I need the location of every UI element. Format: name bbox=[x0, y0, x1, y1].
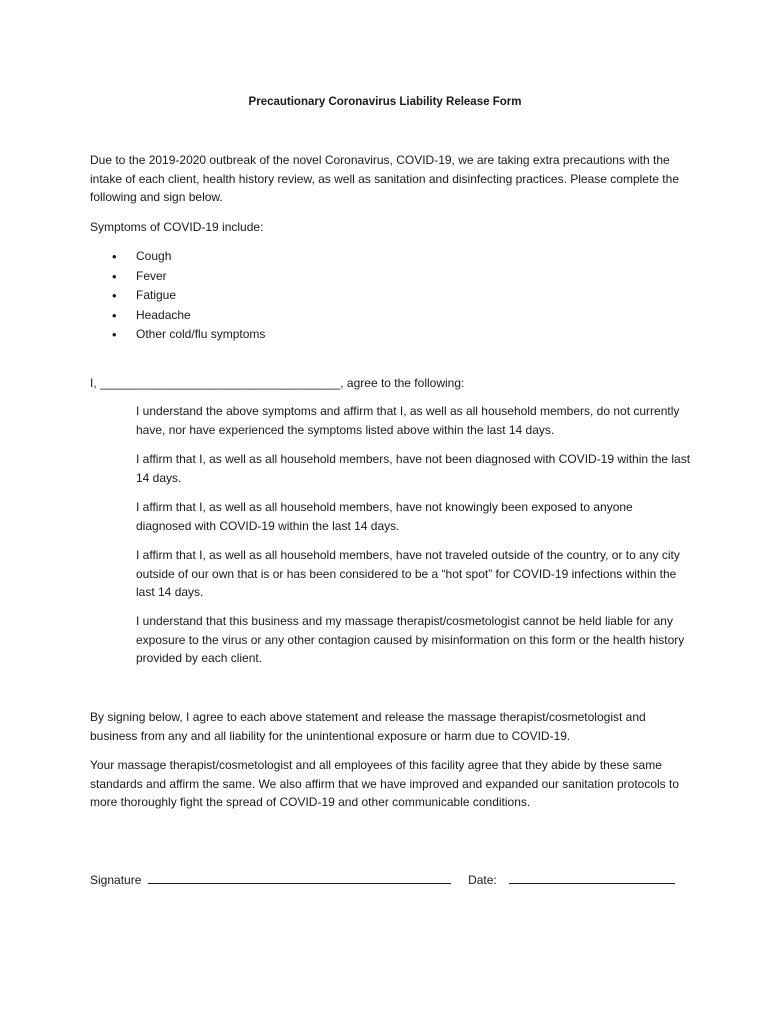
release-paragraph: By signing below, I agree to each above statement and release the massage therapist/cosmetologist and business from any and all liability for the unintentional exposure or harm due to COVID-19. bbox=[90, 710, 646, 743]
symptoms-heading: Symptoms of COVID-19 include: bbox=[90, 220, 264, 234]
agree-line: I, ____________________________________, agree to the following: bbox=[90, 376, 465, 390]
form-title: Precautionary Coronavirus Liability Release Form bbox=[248, 96, 522, 108]
signature-field[interactable] bbox=[148, 870, 451, 884]
symptom-item-headache: • Headache bbox=[90, 306, 265, 326]
symptom-item-fever: • Fever bbox=[90, 267, 265, 287]
signature-label: Signature bbox=[90, 873, 142, 887]
intro-paragraph: Due to the 2019-2020 outbreak of the novel Coronavirus, COVID-19, we are taking extra precautions with the intake of each client, health history review, as well as sanitation and disinfecting practices. Please complete the following and sign below. bbox=[90, 153, 679, 204]
affirmation-liability: I understand that this business and my massage therapist/cosmetologist cannot be held liable for any exposure to the virus or any other contagion caused by misinformation on this form or the health history provided by each client. bbox=[136, 614, 685, 665]
affirmation-exposed: I affirm that I, as well as all household members, have not knowingly been exposed to anyone diagnosed with COVID-19 within the last 14 days. bbox=[136, 500, 633, 533]
symptom-list bbox=[90, 247, 265, 345]
symptom-item-other: • Other cold/flu symptoms bbox=[90, 325, 265, 345]
signature-row bbox=[90, 870, 690, 890]
staff-statement: Your massage therapist/cosmetologist and all employees of this facility agree that they abide by these same standards and affirm the same. We also affirm that we have improved and expanded our sanitation protocols to more thoroughly fight the spread of COVID-19 and other communicable conditions. bbox=[90, 758, 680, 809]
symptom-item-cough: • Cough bbox=[90, 247, 265, 267]
symptom-item-fatigue: • Fatigue bbox=[90, 286, 265, 306]
date-field[interactable] bbox=[509, 870, 675, 884]
affirmation-travel: I affirm that I, as well as all household members, have not traveled outside of the country, or to any city outside of our own that is or has been considered to be a “hot spot” for COVID-19 infections within the last 14 days. bbox=[136, 548, 680, 599]
affirmation-symptoms: I understand the above symptoms and affirm that I, as well as all household members, do not currently have, nor have experienced the symptoms listed above within the last 14 days. bbox=[136, 404, 680, 437]
affirmation-diagnosed: I affirm that I, as well as all household members, have not been diagnosed with COVID-19 within the last 14 days. bbox=[136, 452, 691, 485]
date-label: Date: bbox=[468, 873, 497, 887]
